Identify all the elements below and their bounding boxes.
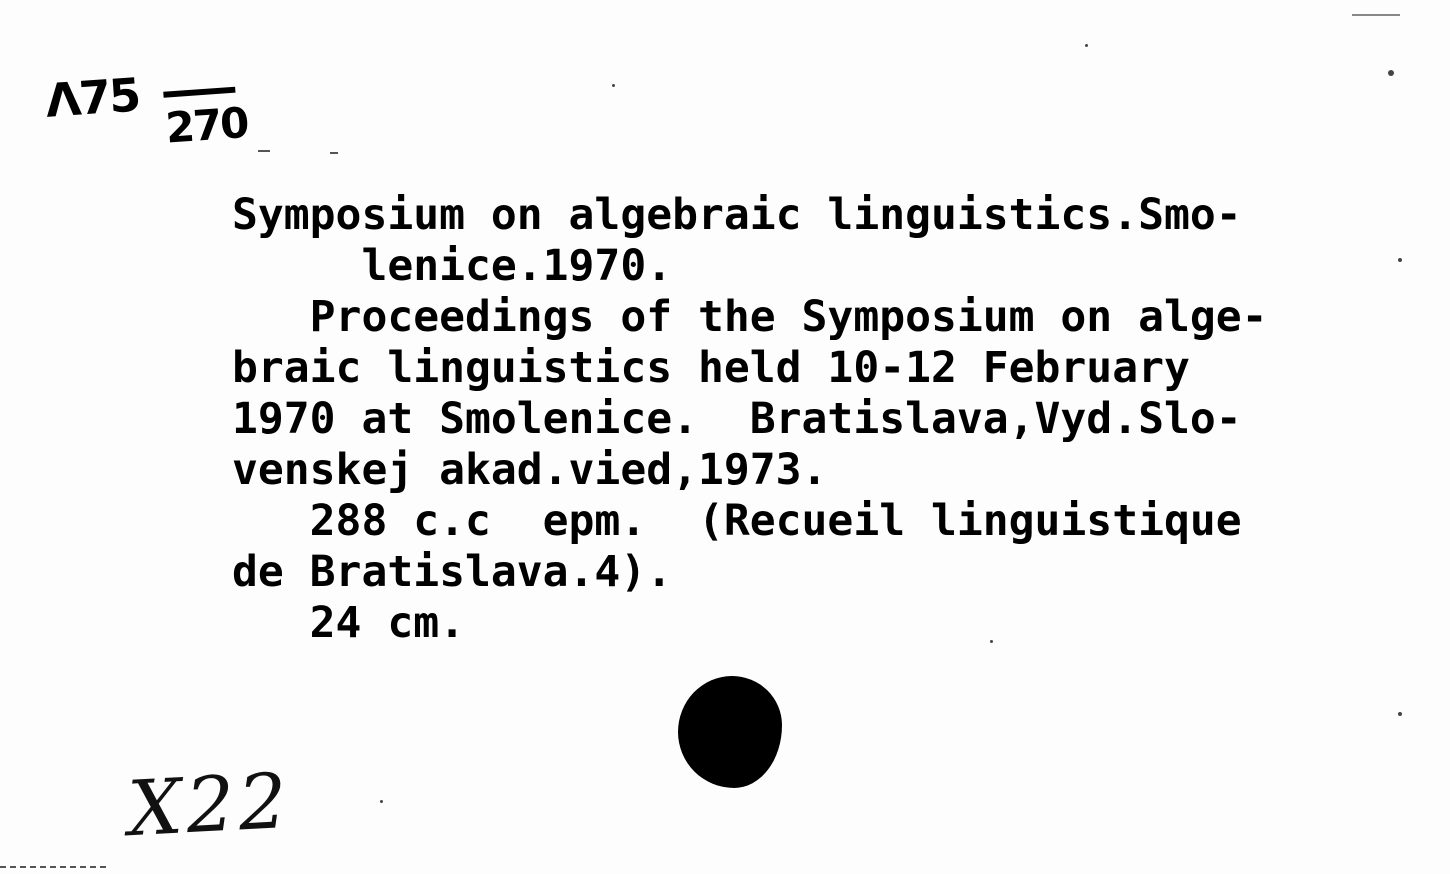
- entry-line: 1970 at Smolenice. Bratislava,Vyd.Slo-: [232, 394, 1242, 444]
- dust-speck: [330, 152, 338, 154]
- call-number-fraction-bar: [163, 87, 235, 98]
- entry-line: braic linguistics held 10-12 February: [232, 343, 1190, 393]
- call-number-numerator: Λ75: [43, 67, 141, 128]
- entry-line: de Bratislava.4).: [232, 547, 673, 597]
- entry-line: 24 cm.: [232, 598, 465, 648]
- entry-line: Symposium on algebraic linguistics.Smo-: [232, 190, 1242, 240]
- entry-line: Proceedings of the Symposium on alge-: [232, 292, 1268, 342]
- dust-speck: [1398, 712, 1402, 716]
- entry-line: 288 c.c epm. (Recueil linguistique: [232, 496, 1242, 546]
- dust-speck: [258, 150, 270, 152]
- dust-speck: [380, 800, 383, 803]
- dust-speck: [1085, 44, 1088, 47]
- edge-mark: [1352, 14, 1400, 16]
- dust-speck: [1388, 70, 1394, 76]
- bottom-edge-mark: [0, 866, 110, 868]
- punch-hole: [678, 676, 782, 788]
- dust-speck: [612, 84, 615, 87]
- entry-line: lenice.1970.: [232, 241, 673, 291]
- entry-line: venskej akad.vied,1973.: [232, 445, 828, 495]
- call-number-denominator: 270: [164, 97, 249, 153]
- catalog-entry-text: [232, 190, 1447, 649]
- handwritten-note: X22: [125, 755, 294, 854]
